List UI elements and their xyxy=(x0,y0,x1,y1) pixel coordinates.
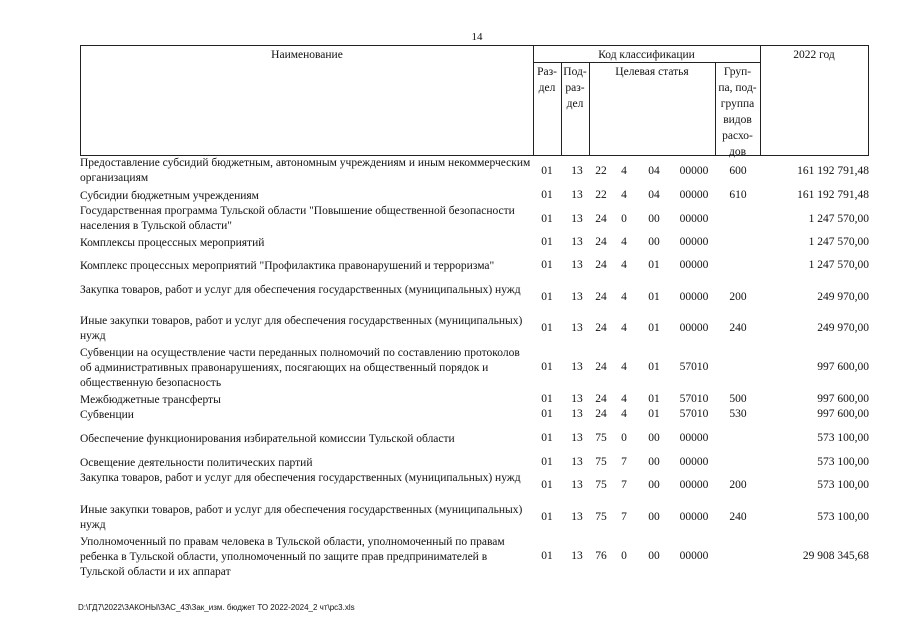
row-spending-direction: 00000 xyxy=(679,550,709,562)
row-razdel: 01 xyxy=(541,361,553,373)
row-spending-direction: 00000 xyxy=(679,213,709,225)
row-razdel: 01 xyxy=(541,393,553,405)
row-program: 22 xyxy=(595,189,607,201)
row-name: Субвенции xyxy=(80,409,134,421)
row-amount: 573 100,00 xyxy=(817,479,869,491)
row-podrazdel: 13 xyxy=(571,259,583,271)
row-group: 200 xyxy=(729,291,747,303)
page-number: 14 xyxy=(471,31,483,43)
header-name: Наименование xyxy=(271,49,343,61)
row-event: 01 xyxy=(648,361,660,373)
row-direction-type: 4 xyxy=(621,322,627,334)
row-direction-type: 4 xyxy=(621,408,627,420)
row-program: 22 xyxy=(595,165,607,177)
row-group: 200 xyxy=(729,479,747,491)
row-direction-type: 4 xyxy=(621,393,627,405)
row-group: 530 xyxy=(729,408,747,420)
row-podrazdel: 13 xyxy=(571,511,583,523)
row-razdel: 01 xyxy=(541,291,553,303)
row-program: 24 xyxy=(595,259,607,271)
row-program: 24 xyxy=(595,361,607,373)
row-direction-type: 7 xyxy=(621,511,627,523)
header-razdel-line: дел xyxy=(538,82,556,94)
row-spending-direction: 00000 xyxy=(679,432,709,444)
row-name: Закупка товаров, работ и услуг для обеспечения государственных (муниципальных) нужд xyxy=(80,284,521,296)
row-razdel: 01 xyxy=(541,189,553,201)
row-podrazdel: 13 xyxy=(571,189,583,201)
row-spending-direction: 00000 xyxy=(679,259,709,271)
row-direction-type: 4 xyxy=(621,189,627,201)
header-target: Целевая статья xyxy=(615,66,689,78)
row-program: 24 xyxy=(595,408,607,420)
row-program: 24 xyxy=(595,236,607,248)
row-amount: 573 100,00 xyxy=(817,432,869,444)
row-podrazdel: 13 xyxy=(571,361,583,373)
header-year: 2022 год xyxy=(793,49,835,61)
header-group-line: па, под- xyxy=(718,82,757,94)
row-amount: 1 247 570,00 xyxy=(808,236,869,248)
row-amount: 249 970,00 xyxy=(817,322,869,334)
row-podrazdel: 13 xyxy=(571,165,583,177)
row-razdel: 01 xyxy=(541,213,553,225)
row-podrazdel: 13 xyxy=(571,456,583,468)
row-spending-direction: 00000 xyxy=(679,322,709,334)
row-amount: 1 247 570,00 xyxy=(808,213,869,225)
row-amount: 997 600,00 xyxy=(817,408,869,420)
row-razdel: 01 xyxy=(541,432,553,444)
row-spending-direction: 57010 xyxy=(679,393,709,405)
row-program: 76 xyxy=(595,550,607,562)
row-group: 600 xyxy=(729,165,747,177)
row-program: 24 xyxy=(595,322,607,334)
row-podrazdel: 13 xyxy=(571,408,583,420)
header-podrazdel xyxy=(561,64,589,112)
row-spending-direction: 00000 xyxy=(679,165,709,177)
row-name: Обеспечение функционирования избирательной комиссии Тульской области xyxy=(80,433,455,445)
row-event: 04 xyxy=(648,165,660,177)
row-razdel: 01 xyxy=(541,165,553,177)
row-program: 24 xyxy=(595,291,607,303)
row-amount: 249 970,00 xyxy=(817,291,869,303)
row-razdel: 01 xyxy=(541,479,553,491)
row-program: 24 xyxy=(595,213,607,225)
header-podrazdel-line: раз- xyxy=(565,82,585,94)
row-event: 00 xyxy=(648,432,660,444)
row-amount: 997 600,00 xyxy=(817,393,869,405)
row-event: 00 xyxy=(648,479,660,491)
row-event: 00 xyxy=(648,511,660,523)
row-event: 01 xyxy=(648,393,660,405)
row-direction-type: 4 xyxy=(621,291,627,303)
row-podrazdel: 13 xyxy=(571,291,583,303)
row-amount: 573 100,00 xyxy=(817,456,869,468)
row-spending-direction: 57010 xyxy=(679,361,709,373)
row-name: Уполномоченный по правам человека в Тульской области, уполномоченный по правам ребенка в Тульской области, уполномоченный по защите прав предпринимателей в Тульской области и их аппарат xyxy=(80,536,505,578)
row-name: Иные закупки товаров, работ и услуг для обеспечения государственных (муниципальных) нужд xyxy=(80,504,523,531)
row-direction-type: 4 xyxy=(621,361,627,373)
row-direction-type: 7 xyxy=(621,456,627,468)
row-group: 610 xyxy=(729,189,747,201)
row-spending-direction: 00000 xyxy=(679,479,709,491)
row-direction-type: 4 xyxy=(621,236,627,248)
row-event: 00 xyxy=(648,213,660,225)
row-podrazdel: 13 xyxy=(571,432,583,444)
row-event: 01 xyxy=(648,322,660,334)
header-group-line: видов xyxy=(723,114,752,126)
row-name: Комплексы процессных мероприятий xyxy=(80,237,265,249)
row-spending-direction: 57010 xyxy=(679,408,709,420)
row-name: Комплекс процессных мероприятий "Профилактика правонарушений и терроризма" xyxy=(80,260,495,272)
row-event: 00 xyxy=(648,456,660,468)
row-podrazdel: 13 xyxy=(571,322,583,334)
row-amount: 573 100,00 xyxy=(817,511,869,523)
row-event: 00 xyxy=(648,236,660,248)
header-group xyxy=(715,64,760,160)
row-event: 00 xyxy=(648,550,660,562)
row-razdel: 01 xyxy=(541,511,553,523)
header-group-line: расхо- xyxy=(722,130,753,142)
row-amount: 29 908 345,68 xyxy=(802,550,869,562)
row-direction-type: 4 xyxy=(621,259,627,271)
row-amount: 161 192 791,48 xyxy=(797,165,869,177)
row-name: Государственная программа Тульской области "Повышение общественной безопасности населения в Тульской области" xyxy=(80,205,515,232)
header-podrazdel-line: Под- xyxy=(563,66,587,78)
row-spending-direction: 00000 xyxy=(679,511,709,523)
header-podrazdel-line: дел xyxy=(566,98,584,110)
row-group: 500 xyxy=(729,393,747,405)
row-razdel: 01 xyxy=(541,408,553,420)
row-program: 75 xyxy=(595,511,607,523)
row-event: 04 xyxy=(648,189,660,201)
row-name: Иные закупки товаров, работ и услуг для обеспечения государственных (муниципальных) нужд xyxy=(80,315,523,342)
row-name: Субсидии бюджетным учреждениям xyxy=(80,190,259,202)
row-group: 240 xyxy=(729,511,747,523)
row-program: 75 xyxy=(595,456,607,468)
row-event: 01 xyxy=(648,291,660,303)
row-event: 01 xyxy=(648,259,660,271)
row-razdel: 01 xyxy=(541,322,553,334)
row-direction-type: 0 xyxy=(621,432,627,444)
header-razdel xyxy=(533,64,561,96)
row-name: Субвенции на осуществление части переданных полномочий по составлению протоколов об административных правонарушениях, посягающих на общественный порядок и общественную безопасность xyxy=(80,347,520,389)
row-group: 240 xyxy=(729,322,747,334)
row-program: 75 xyxy=(595,479,607,491)
header-group-line: группа xyxy=(720,98,755,110)
header-razdel-line: Раз- xyxy=(537,66,557,78)
row-spending-direction: 00000 xyxy=(679,189,709,201)
row-direction-type: 0 xyxy=(621,550,627,562)
row-amount: 1 247 570,00 xyxy=(808,259,869,271)
row-podrazdel: 13 xyxy=(571,550,583,562)
row-spending-direction: 00000 xyxy=(679,291,709,303)
row-program: 75 xyxy=(595,432,607,444)
row-event: 01 xyxy=(648,408,660,420)
row-razdel: 01 xyxy=(541,236,553,248)
row-direction-type: 0 xyxy=(621,213,627,225)
row-name: Освещение деятельности политических партий xyxy=(80,457,313,469)
row-razdel: 01 xyxy=(541,259,553,271)
row-name: Закупка товаров, работ и услуг для обеспечения государственных (муниципальных) нужд xyxy=(80,472,521,484)
row-podrazdel: 13 xyxy=(571,393,583,405)
row-amount: 997 600,00 xyxy=(817,361,869,373)
row-podrazdel: 13 xyxy=(571,236,583,248)
row-podrazdel: 13 xyxy=(571,479,583,491)
footer-file-path: D:\ГД7\2022\ЗАКОНЫ\ЗАС_43\Зак_изм. бюджет ТО 2022-2024_2 чт\рс3.xls xyxy=(78,603,355,612)
row-spending-direction: 00000 xyxy=(679,236,709,248)
table-header xyxy=(80,45,869,156)
row-name: Межбюджетные трансферты xyxy=(80,394,221,406)
row-name: Предоставление субсидий бюджетным, автономным учреждениям и иным некоммерческим организациям xyxy=(80,157,531,184)
header-code: Код классификации xyxy=(598,49,695,61)
row-razdel: 01 xyxy=(541,456,553,468)
row-direction-type: 4 xyxy=(621,165,627,177)
row-razdel: 01 xyxy=(541,550,553,562)
row-program: 24 xyxy=(595,393,607,405)
header-group-line: Груп- xyxy=(723,66,752,78)
header-group-line: дов xyxy=(728,146,747,158)
row-amount: 161 192 791,48 xyxy=(797,189,869,201)
row-spending-direction: 00000 xyxy=(679,456,709,468)
row-podrazdel: 13 xyxy=(571,213,583,225)
row-direction-type: 7 xyxy=(621,479,627,491)
